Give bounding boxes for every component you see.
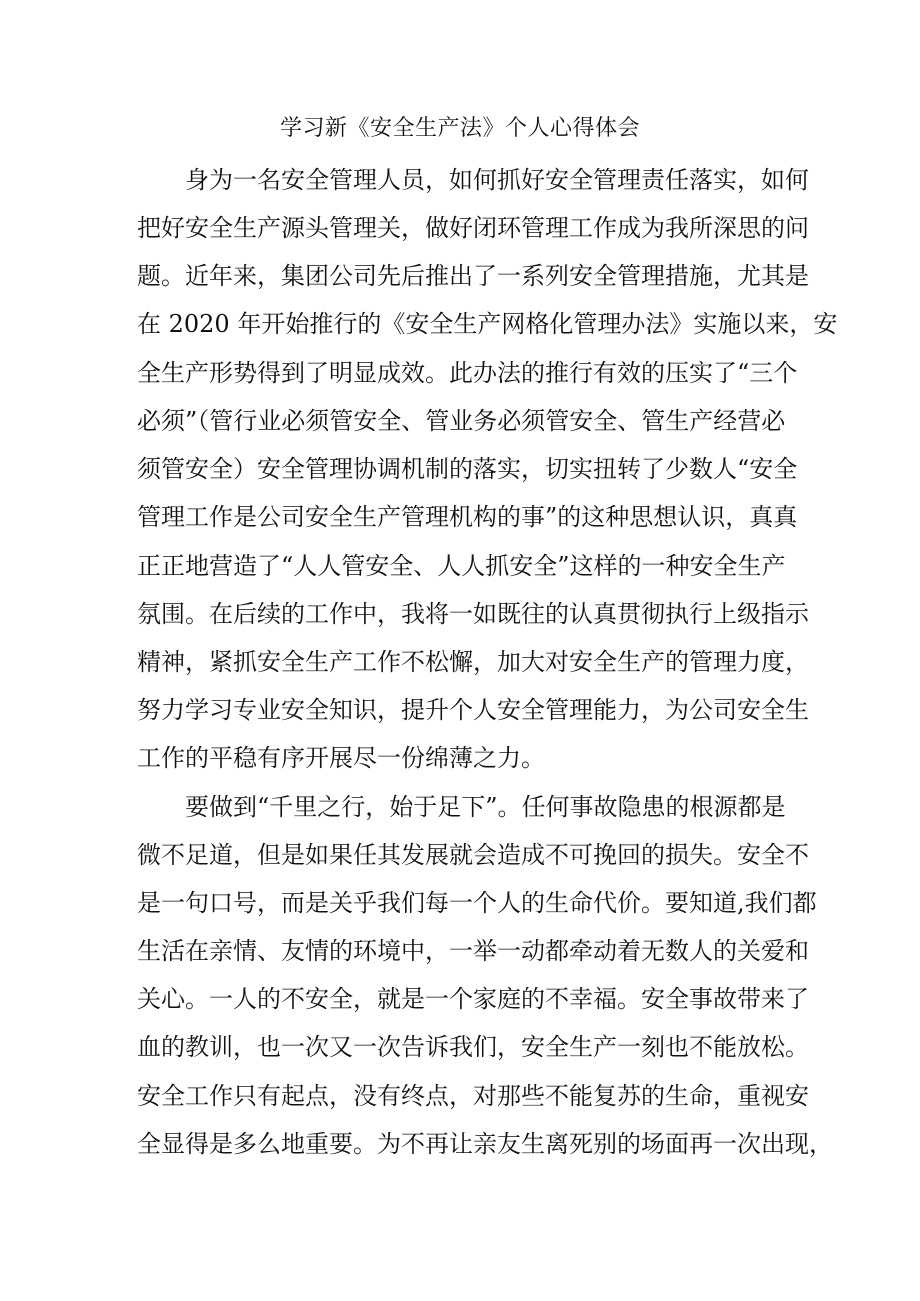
body-line: 血的教训，也一次又一次告诉我们，安全生产一刻也不能放松。: [137, 1033, 809, 1061]
body-line: 题。近年来，集团公司先后推出了一系列安全管理措施，尤其是: [137, 262, 809, 290]
body-line: 要做到“千里之行，始于足下”。任何事故隐患的根源都是: [137, 793, 786, 821]
body-line: 必须”（管行业必须管安全、管业务必须管安全、管生产经营必: [137, 407, 786, 435]
body-line: 生活在亲情、友情的环境中，一举一动都牵动着无数人的关爱和: [137, 937, 809, 965]
body-line: 在 2020 年开始推行的《安全生产网格化管理办法》实施以来，安: [137, 310, 838, 338]
body-line: 氛围。在后续的工作中，我将一如既往的认真贯彻执行上级指示: [137, 600, 809, 628]
body-line: 努力学习专业安全知识，提升个人安全管理能力，为公司安全生: [137, 696, 809, 724]
body-line: 工作的平稳有序开展尽一份绵薄之力。: [137, 744, 545, 772]
body-line: 全显得是多么地重要。为不再让亲友生离死别的场面再一次出现，: [137, 1130, 833, 1158]
body-line: 正正地营造了“人人管安全、人人抓安全”这样的一种安全生产: [137, 552, 786, 580]
body-line: 管理工作是公司安全生产管理机构的事”的这种思想认识，真真: [137, 503, 798, 531]
body-line: 安全工作只有起点，没有终点，对那些不能复苏的生命，重视安: [137, 1082, 809, 1110]
body-line: 全生产形势得到了明显成效。此办法的推行有效的压实了“三个: [137, 359, 798, 387]
document-title: 学习新《安全生产法》个人心得体会: [279, 116, 640, 141]
body-line: 身为一名安全管理人员，如何抓好安全管理责任落实，如何: [137, 166, 809, 194]
body-line: 微不足道，但是如果任其发展就会造成不可挽回的损失。安全不: [137, 841, 809, 869]
body-line: 须管安全）安全管理协调机制的落实，切实扭转了少数人“安全: [137, 455, 798, 483]
body-line: 把好安全生产源头管理关，做好闭环管理工作成为我所深思的问: [137, 214, 809, 242]
body-line: 是一句口号，而是关乎我们每一个人的生命代价。要知道,我们都: [137, 889, 817, 917]
body-line: 精神，紧抓安全生产工作不松懈，加大对安全生产的管理力度，: [137, 648, 809, 676]
body-line: 关心。一人的不安全，就是一个家庭的不幸福。安全事故带来了: [137, 985, 809, 1013]
